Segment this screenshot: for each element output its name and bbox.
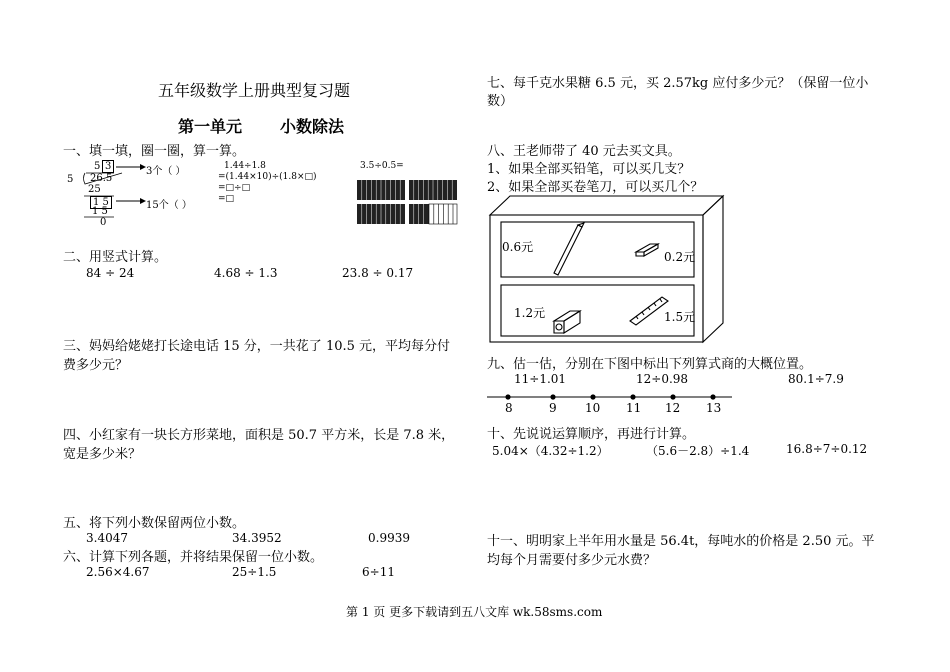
expr-line-3: =□÷□ bbox=[218, 183, 251, 193]
tick-label-11: 11 bbox=[626, 401, 642, 415]
q5-heading: 五、将下列小数保留两位小数。 bbox=[63, 516, 246, 531]
q6-item-3: 6÷11 bbox=[362, 565, 395, 579]
step-subtract-3: 1 5 bbox=[92, 206, 108, 217]
expr-line-1: 1.44÷1.8 bbox=[224, 161, 266, 171]
tick-label-10: 10 bbox=[585, 401, 601, 415]
q5-item-2: 34.3952 bbox=[232, 531, 282, 545]
price-ruler: 1.5元 bbox=[664, 310, 696, 324]
q1-heading: 一、填一填，圈一圈，算一算。 bbox=[63, 144, 246, 159]
q8-sub-1: 1、如果全部买铅笔，可以买几支？ bbox=[487, 162, 691, 177]
quotient-digit: 5 bbox=[94, 161, 101, 172]
page-title: 五年级数学上册典型复习题 bbox=[158, 81, 351, 100]
q3-line-2: 费多少元？ bbox=[63, 358, 129, 373]
q10-item-3: 16.8÷7÷0.12 bbox=[786, 442, 868, 456]
q2-heading: 二、用竖式计算。 bbox=[63, 250, 168, 265]
arrow-label-2: 15个（ ） bbox=[146, 200, 192, 211]
q6-item-1: 2.56×4.67 bbox=[86, 565, 150, 579]
q6-heading: 六、计算下列各题，并将结果保留一位小数。 bbox=[63, 550, 324, 565]
q4-line-2: 宽是多少米？ bbox=[63, 447, 142, 462]
picture-calc-label: 3.5÷0.5= bbox=[360, 161, 404, 171]
price-sharpener: 1.2元 bbox=[514, 306, 546, 320]
q2-item-3: 23.8 ÷ 0.17 bbox=[342, 266, 414, 280]
number-line bbox=[487, 392, 737, 404]
expr-line-4: =□ bbox=[218, 194, 235, 204]
divisor: 5 bbox=[67, 174, 74, 185]
price-pencil: 0.6元 bbox=[502, 240, 534, 254]
q8-sub-2: 2、如果全部买卷笔刀，可以买几个？ bbox=[487, 180, 704, 195]
q11-line-2: 均每个月需要付多少元水费？ bbox=[487, 553, 657, 568]
price-eraser: 0.2元 bbox=[664, 250, 696, 264]
dividend: 26.5 bbox=[90, 173, 113, 184]
page-footer: 第 1 页 更多下载请到五八文库 wk.58sms.com bbox=[346, 605, 603, 619]
expr-line-2: =(1.44×10)÷(1.8×□) bbox=[218, 172, 317, 182]
grid-picture bbox=[357, 178, 467, 228]
q5-item-3: 0.9939 bbox=[368, 531, 410, 545]
q2-item-2: 4.68 ÷ 1.3 bbox=[214, 266, 278, 280]
q9-item-1: 11÷1.01 bbox=[514, 372, 567, 386]
q6-item-2: 25÷1.5 bbox=[232, 565, 277, 579]
unit-topic: 小数除法 bbox=[280, 117, 345, 136]
q7-line-1: 七、每千克水果糖 6.5 元，买 2.57kg 应付多少元？（保留一位小 bbox=[487, 76, 869, 91]
step-subtract-1: 25 bbox=[88, 184, 101, 195]
q9-item-3: 80.1÷7.9 bbox=[788, 372, 844, 386]
tick-label-13: 13 bbox=[706, 401, 722, 415]
remainder: 0 bbox=[100, 217, 107, 228]
q7-line-2: 数） bbox=[487, 94, 514, 109]
tick-label-8: 8 bbox=[505, 401, 513, 415]
q9-heading: 九、估一估，分别在下图中标出下列算式商的大概位置。 bbox=[487, 357, 813, 372]
q3-line-1: 三、妈妈给姥姥打长途电话 15 分，一共花了 10.5 元，平均每分付 bbox=[63, 339, 451, 354]
q4-line-1: 四、小红家有一块长方形菜地，面积是 50.7 平方米，长是 7.8 米， bbox=[63, 428, 455, 443]
q10-item-1: 5.04×（4.32÷1.2） bbox=[492, 444, 609, 458]
unit-name: 第一单元 bbox=[178, 117, 243, 136]
arrow-label-1: 3个（ ） bbox=[146, 166, 186, 177]
quotient-box[interactable]: 3 bbox=[102, 160, 114, 173]
q10-item-2: （5.6－2.8）÷1.4 bbox=[646, 444, 750, 458]
q2-item-1: 84 ÷ 24 bbox=[86, 266, 135, 280]
tick-label-12: 12 bbox=[665, 401, 681, 415]
q8-heading: 八、王老师带了 40 元去买文具。 bbox=[487, 144, 681, 159]
tick-label-9: 9 bbox=[549, 401, 557, 415]
q5-item-1: 3.4047 bbox=[86, 531, 128, 545]
q10-heading: 十、先说说运算顺序，再进行计算。 bbox=[487, 427, 696, 442]
step-box-2[interactable]: 1 5 bbox=[90, 196, 112, 209]
q9-item-2: 12÷0.98 bbox=[636, 372, 689, 386]
q11-line-1: 十一、明明家上半年用水量是 56.4t，每吨水的价格是 2.50 元。平 bbox=[487, 534, 875, 549]
